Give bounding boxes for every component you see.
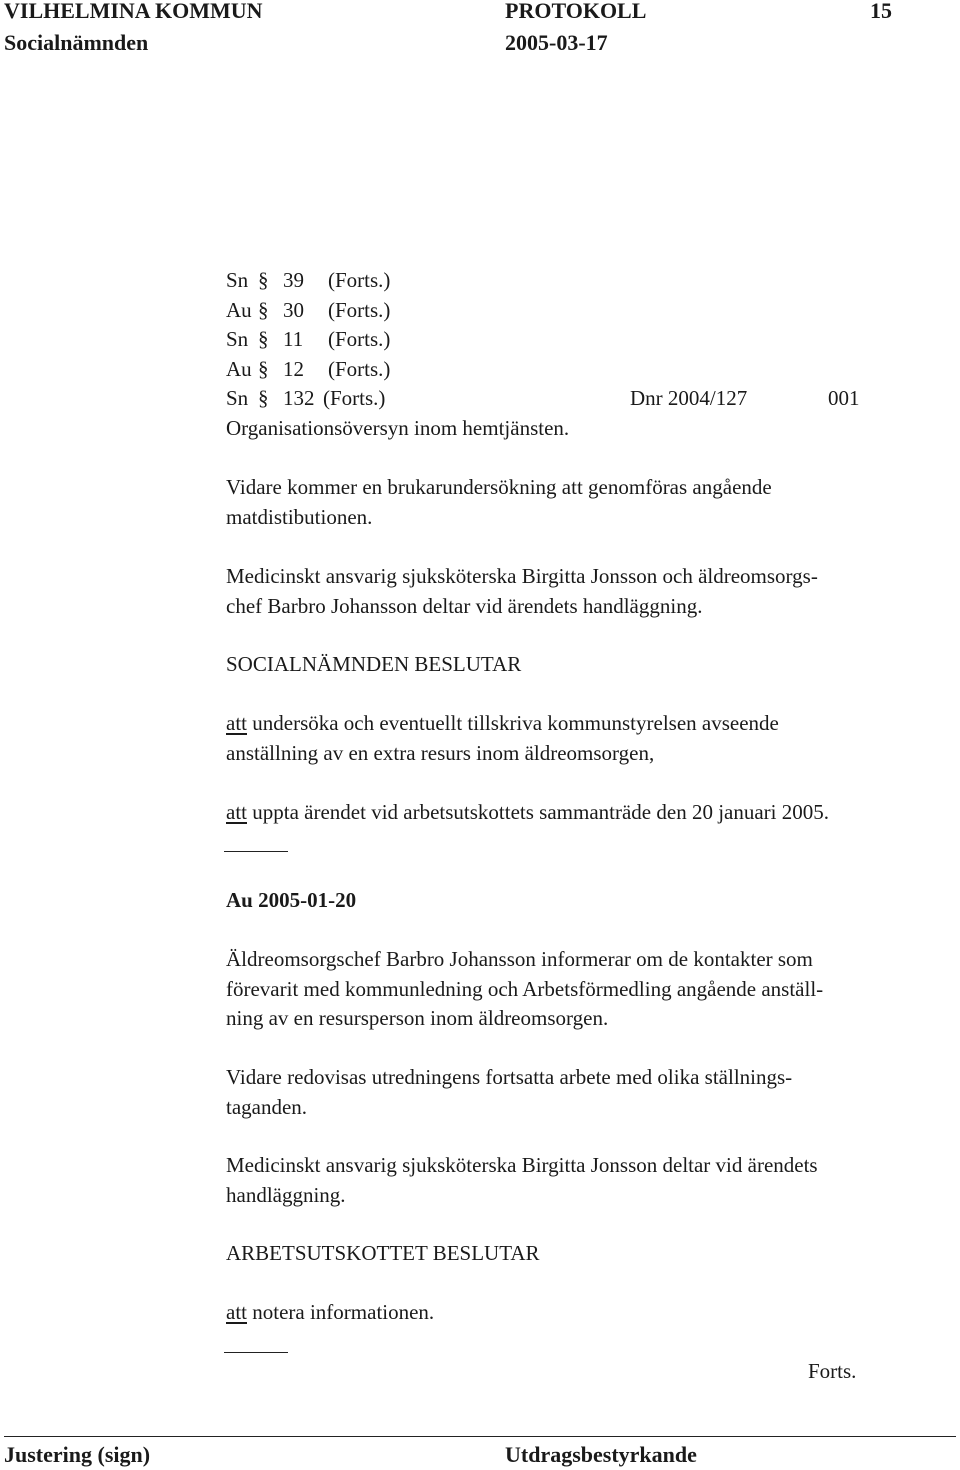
- municipality-name: VILHELMINA KOMMUN: [4, 0, 263, 23]
- paragraph-line: ning av en resursperson inom äldreomsorgen.: [226, 1006, 609, 1030]
- paragraph-line: Vidare redovisas utredningens fortsatta arbete med olika ställnings-: [226, 1065, 793, 1089]
- paragraph-line: Medicinskt ansvarig sjuksköterska Birgitta Jonsson och äldreomsorgs-: [226, 564, 818, 588]
- paragraph-line: matdistibutionen.: [226, 505, 373, 529]
- dnr-code: 001: [828, 386, 860, 410]
- case-ref-row: Sn § 132 (Forts.): [226, 386, 386, 410]
- section-divider: [224, 851, 288, 852]
- case-ref-row: Sn § 39 (Forts.): [226, 268, 391, 292]
- footer-rule: [4, 1436, 956, 1437]
- au-heading: Au 2005-01-20: [226, 888, 357, 912]
- paragraph-line: chef Barbro Johansson deltar vid ärendets handläggning.: [226, 594, 703, 618]
- paragraph-line: handläggning.: [226, 1183, 346, 1207]
- paragraph-line: taganden.: [226, 1095, 308, 1119]
- section-divider: [224, 1352, 288, 1353]
- footer-signature-label: Justering (sign): [4, 1442, 151, 1467]
- decision-item: att notera informationen.: [226, 1300, 435, 1324]
- paragraph-line: Äldreomsorgschef Barbro Johansson informerar om de kontakter som: [226, 947, 813, 971]
- decision-item-cont: anställning av en extra resurs inom äldreomsorgen,: [226, 741, 655, 765]
- paragraph-line: förevarit med kommunledning och Arbetsförmedling angående anställ-: [226, 977, 824, 1001]
- decision-item: att undersöka och eventuellt tillskriva kommunstyrelsen avseende: [226, 711, 779, 735]
- case-ref-row: Au § 30 (Forts.): [226, 298, 391, 322]
- decision-heading: SOCIALNÄMNDEN BESLUTAR: [226, 652, 522, 676]
- paragraph-line: Vidare kommer en brukarundersökning att genomföras angående: [226, 475, 772, 499]
- document-type: PROTOKOLL: [505, 0, 647, 23]
- case-ref-row: Sn § 11 (Forts.): [226, 327, 391, 351]
- board-name: Socialnämnden: [4, 30, 149, 55]
- decision-heading: ARBETSUTSKOTTET BESLUTAR: [226, 1241, 540, 1265]
- case-ref-row: Au § 12 (Forts.): [226, 357, 391, 381]
- meeting-date: 2005-03-17: [505, 30, 608, 55]
- dnr-label: Dnr 2004/127: [630, 386, 748, 410]
- continued-marker: Forts.: [808, 1359, 857, 1383]
- decision-item: att uppta ärendet vid arbetsutskottets sammanträde den 20 januari 2005.: [226, 800, 830, 824]
- footer-certification-label: Utdragsbestyrkande: [505, 1442, 697, 1467]
- case-subject: Organisationsöversyn inom hemtjänsten.: [226, 416, 570, 440]
- page-number: 15: [870, 0, 892, 23]
- paragraph-line: Medicinskt ansvarig sjuksköterska Birgitta Jonsson deltar vid ärendets: [226, 1153, 818, 1177]
